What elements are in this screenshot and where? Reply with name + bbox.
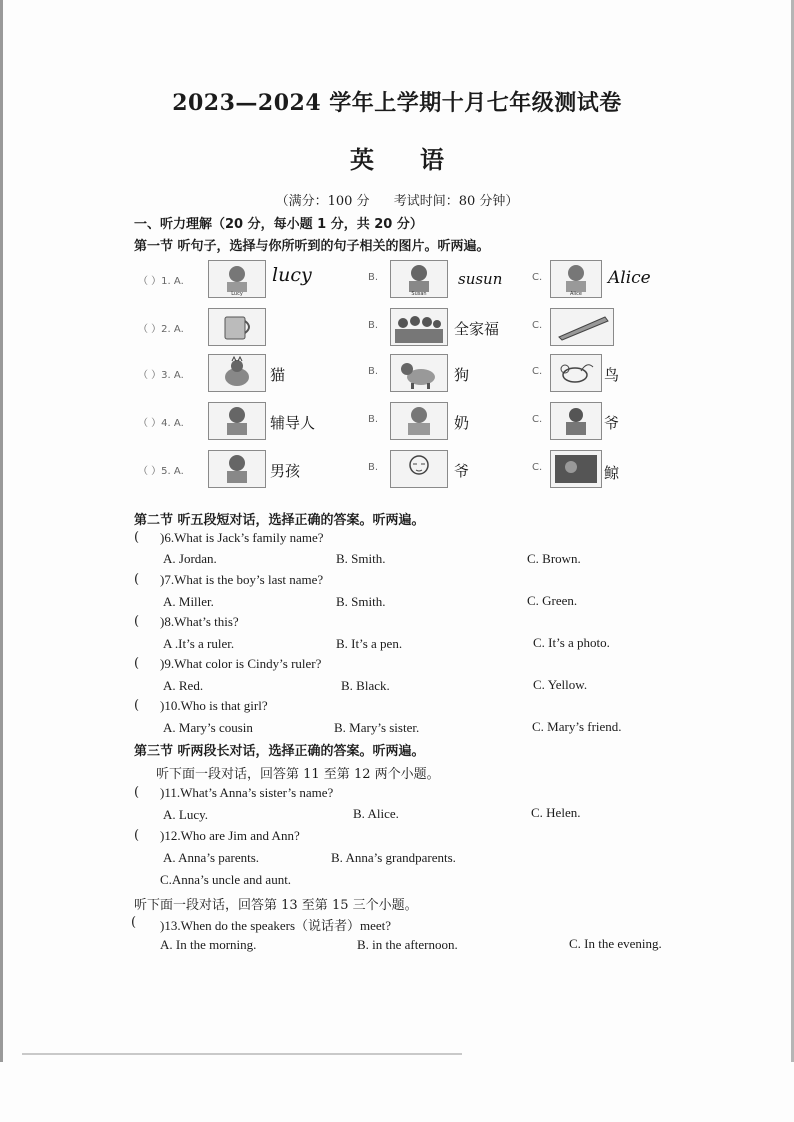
question-8: )8.What’s this?: [160, 614, 239, 629]
q8-option-c[interactable]: C. It’s a photo.: [533, 635, 610, 650]
row-1-c: C.: [532, 272, 543, 283]
note-2b: 全家福: [454, 320, 500, 338]
q12-option-c[interactable]: C.Anna’s uncle and aunt.: [160, 872, 292, 887]
q9-option-a[interactable]: A. Red.: [163, 678, 204, 693]
question-6: )6.What is Jack’s family name?: [160, 530, 324, 545]
q8-option-a[interactable]: A .It’s a ruler.: [163, 636, 235, 651]
section3-heading: 第三节 听两段长对话，选择正确的答案。听两遍。: [134, 744, 425, 759]
part1-heading: 一、听力理解（20 分，每小题 1 分，共 20 分）: [134, 217, 423, 232]
answer-paren-13: (: [131, 915, 137, 930]
picture-1b[interactable]: [390, 260, 448, 298]
picture-3a-cat[interactable]: [208, 354, 266, 392]
note-3b: 狗: [454, 366, 470, 384]
section1-heading: 第一节 听句子，选择与你所听到的句子相关的图片。听两遍。: [134, 239, 490, 254]
note-1b: susun: [458, 270, 503, 288]
answer-paren-12: (: [134, 828, 140, 843]
picture-4a[interactable]: [208, 402, 266, 440]
q6-option-a[interactable]: A. Jordan.: [163, 551, 217, 566]
note-4b: 奶: [454, 414, 470, 432]
picture-2b-family-photo[interactable]: [390, 308, 448, 346]
exam-title: 2023—2024 学年上学期十月七年级测试卷: [172, 90, 622, 116]
q9-option-c[interactable]: C. Yellow.: [533, 677, 588, 692]
picture-5c[interactable]: [550, 450, 602, 488]
dialogue1-intro: 听下面一段对话，回答第 11 至第 12 两个小题。: [156, 767, 440, 782]
note-4c: 爷: [604, 414, 620, 432]
q7-option-b[interactable]: B. Smith.: [336, 594, 386, 609]
question-12: )12.Who are Jim and Ann?: [160, 828, 300, 843]
q11-option-a[interactable]: A. Lucy.: [163, 807, 209, 822]
picture-row-4: [138, 402, 643, 448]
exam-time: 考试时间：80 分钟）: [393, 194, 519, 209]
picture-2a-mug[interactable]: [208, 308, 266, 346]
row-4-c: C.: [532, 414, 543, 425]
row-2-number: （ ）2. A.: [138, 324, 184, 335]
row-4-number: （ ）4. A.: [138, 418, 184, 429]
question-13: )13.When do the speakers（说话者）meet?: [160, 918, 392, 933]
q6-option-b[interactable]: B. Smith.: [336, 551, 386, 566]
picture-5a-boy[interactable]: [208, 450, 266, 488]
row-2-c: C.: [532, 320, 543, 331]
row-1-b: B.: [368, 272, 379, 283]
question-10: )10.Who is that girl?: [160, 698, 268, 713]
picture-4b-grandmother[interactable]: [390, 402, 448, 440]
row-5-b: B.: [368, 462, 379, 473]
note-3c: 鸟: [604, 366, 620, 384]
picture-2c-pen[interactable]: [550, 308, 614, 346]
note-1a: lucy: [272, 264, 312, 286]
q9-option-b[interactable]: B. Black.: [341, 678, 390, 693]
q8-option-b[interactable]: B. It’s a pen.: [336, 636, 403, 651]
note-3a: 猫: [270, 366, 286, 384]
note-4a: 辅导人: [270, 414, 316, 432]
bottom-rule: [22, 1053, 462, 1055]
q13-option-a[interactable]: A. In the morning.: [160, 937, 257, 952]
note-5b: 爷: [454, 462, 470, 480]
picture-1b-caption: Susan: [411, 291, 427, 297]
row-5-number: （ ）5. A.: [138, 466, 184, 477]
answer-paren-7: (: [134, 572, 140, 587]
row-1-number: （ ）1. A.: [138, 276, 184, 287]
row-3-b: B.: [368, 366, 379, 377]
full-marks: （满分：100 分: [275, 194, 370, 209]
exam-meta: [0, 190, 794, 209]
q10-option-c[interactable]: C. Mary’s friend.: [532, 719, 622, 734]
picture-options-grid: [138, 256, 651, 496]
row-4-b: B.: [368, 414, 379, 425]
picture-row-2: [138, 308, 643, 354]
dialogue2-intro: 听下面一段对话，回答第 13 至第 15 三个小题。: [134, 898, 418, 913]
exam-subject: 英语: [350, 145, 490, 174]
q12-option-b[interactable]: B. Anna’s grandparents.: [331, 850, 456, 865]
q7-option-a[interactable]: A. Miller.: [163, 594, 214, 609]
picture-4c-grandfather[interactable]: [550, 402, 602, 440]
picture-3c-bird[interactable]: [550, 354, 602, 392]
answer-paren-10: (: [134, 698, 140, 713]
section2-heading: 第二节 听五段短对话，选择正确的答案。听两遍。: [134, 513, 425, 528]
note-1c: Alice: [608, 268, 651, 288]
picture-row-3: [138, 354, 643, 400]
row-5-c: C.: [532, 462, 543, 473]
question-9: )9.What color is Cindy’s ruler?: [160, 656, 322, 671]
q6-option-c[interactable]: C. Brown.: [527, 551, 581, 566]
question-11: )11.What’s Anna’s sister’s name?: [160, 785, 334, 800]
q7-option-c[interactable]: C. Green.: [527, 593, 578, 608]
note-5c: 鲸: [604, 464, 620, 482]
answer-paren-9: (: [134, 656, 140, 671]
q12-option-a[interactable]: A. Anna’s parents.: [163, 850, 260, 865]
q11-option-b[interactable]: B. Alice.: [353, 806, 399, 821]
picture-3b-dog[interactable]: [390, 354, 448, 392]
row-3-c: C.: [532, 366, 543, 377]
answer-paren-8: (: [134, 614, 140, 629]
q10-option-b[interactable]: B. Mary’s sister.: [334, 720, 420, 735]
picture-1c[interactable]: [550, 260, 602, 298]
picture-1a[interactable]: [208, 260, 266, 298]
question-7: )7.What is the boy’s last name?: [160, 572, 324, 587]
q13-option-c[interactable]: C. In the evening.: [569, 936, 662, 951]
q13-option-b[interactable]: B. in the afternoon.: [357, 937, 458, 952]
answer-paren-11: (: [134, 785, 140, 800]
row-3-number: （ ）3. A.: [138, 370, 184, 381]
q10-option-a[interactable]: A. Mary’s cousin: [163, 720, 253, 735]
picture-5b-grandfather[interactable]: [390, 450, 448, 488]
picture-row-1: [138, 260, 651, 306]
picture-1a-caption: Lucy: [231, 291, 243, 297]
picture-1c-caption: Alice: [569, 291, 583, 297]
picture-row-5: [138, 450, 643, 496]
answer-paren-6: (: [134, 530, 140, 545]
note-5a: 男孩: [270, 462, 301, 480]
row-2-b: B.: [368, 320, 379, 331]
q11-option-c[interactable]: C. Helen.: [531, 805, 581, 820]
